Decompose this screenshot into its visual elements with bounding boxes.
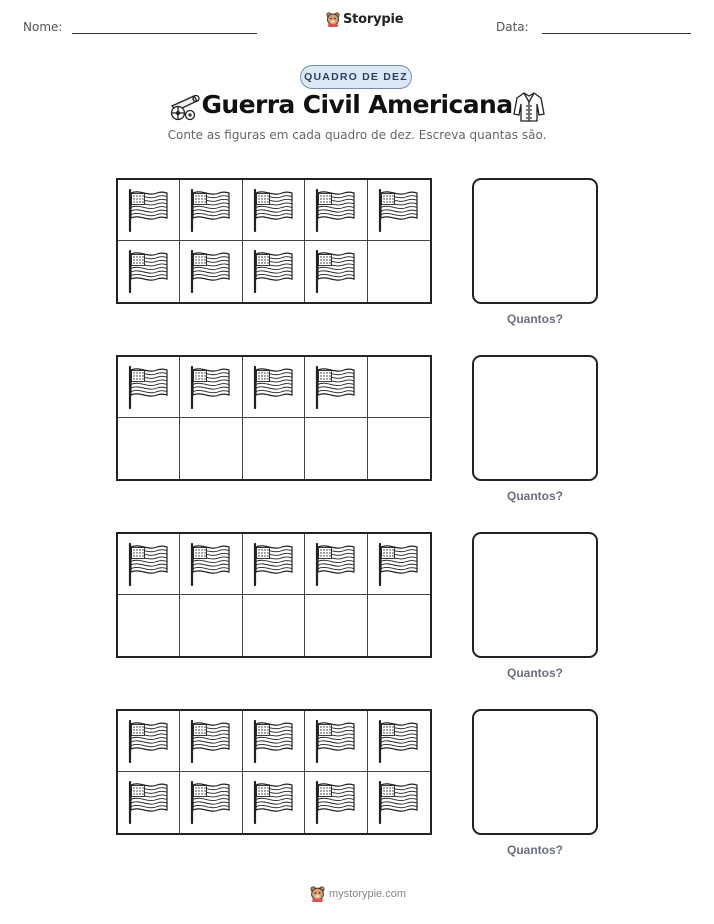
answer-label-2: Quantos? bbox=[507, 489, 563, 503]
ten-frame-cell bbox=[180, 534, 242, 595]
us-flag-icon bbox=[313, 365, 357, 409]
us-flag-icon bbox=[188, 719, 232, 763]
ten-frame-cell bbox=[243, 772, 305, 833]
ten-frame-cell bbox=[118, 711, 180, 772]
us-flag-icon bbox=[251, 188, 295, 232]
ten-frame-3 bbox=[116, 532, 432, 658]
answer-label-1: Quantos? bbox=[507, 312, 563, 326]
ten-frame-cell bbox=[118, 534, 180, 595]
us-flag-icon bbox=[188, 780, 232, 824]
ten-frame-cell bbox=[305, 241, 367, 302]
ten-frame-cell bbox=[368, 180, 430, 241]
us-flag-icon bbox=[251, 542, 295, 586]
us-flag-icon bbox=[313, 542, 357, 586]
ten-frame-cell bbox=[305, 534, 367, 595]
us-flag-icon bbox=[313, 249, 357, 293]
ten-frame-cell bbox=[243, 595, 305, 656]
us-flag-icon bbox=[126, 249, 170, 293]
us-flag-icon bbox=[188, 542, 232, 586]
date-field[interactable] bbox=[542, 33, 691, 34]
ten-frame-cell bbox=[243, 418, 305, 479]
ten-frame-cell bbox=[368, 595, 430, 656]
us-flag-icon bbox=[251, 249, 295, 293]
ten-frame-cell bbox=[180, 357, 242, 418]
us-flag-icon bbox=[251, 365, 295, 409]
ten-frame-2 bbox=[116, 355, 432, 481]
ten-frame-cell bbox=[305, 357, 367, 418]
ten-frame-cell bbox=[118, 595, 180, 656]
ten-frame-cell bbox=[368, 418, 430, 479]
us-flag-icon bbox=[126, 719, 170, 763]
ten-frame-cell bbox=[243, 241, 305, 302]
instructions: Conte as figuras em cada quadro de dez. Escreva quantas são. bbox=[167, 128, 547, 142]
us-flag-icon bbox=[188, 249, 232, 293]
ten-frame-cell bbox=[180, 180, 242, 241]
ten-frame-cell bbox=[305, 772, 367, 833]
us-flag-icon bbox=[313, 188, 357, 232]
ten-frame-cell bbox=[305, 595, 367, 656]
worksheet-type-badge: QUADRO DE DEZ bbox=[300, 65, 412, 89]
ten-frame-cell bbox=[180, 241, 242, 302]
ten-frame-cell bbox=[180, 595, 242, 656]
ten-frame-cell bbox=[368, 534, 430, 595]
us-flag-icon bbox=[188, 365, 232, 409]
us-flag-icon bbox=[376, 719, 420, 763]
us-flag-icon bbox=[251, 780, 295, 824]
bear-logo-icon bbox=[326, 12, 340, 27]
ten-frame-cell bbox=[180, 711, 242, 772]
answer-label-4: Quantos? bbox=[507, 843, 563, 857]
ten-frame-cell bbox=[243, 711, 305, 772]
us-flag-icon bbox=[126, 365, 170, 409]
us-flag-icon bbox=[313, 780, 357, 824]
ten-frame-4 bbox=[116, 709, 432, 835]
ten-frame-cell bbox=[243, 180, 305, 241]
ten-frame-cell bbox=[243, 534, 305, 595]
bear-logo-icon bbox=[310, 886, 325, 902]
ten-frame-cell bbox=[368, 241, 430, 302]
us-flag-icon bbox=[313, 719, 357, 763]
ten-frame-1 bbox=[116, 178, 432, 304]
uniform-coat-icon bbox=[512, 90, 546, 124]
us-flag-icon bbox=[188, 188, 232, 232]
name-field[interactable] bbox=[72, 33, 257, 34]
ten-frame-cell bbox=[180, 772, 242, 833]
footer bbox=[310, 886, 406, 902]
name-label: Nome: bbox=[23, 20, 63, 34]
page-title: Guerra Civil Americana bbox=[201, 90, 513, 119]
ten-frame-cell bbox=[118, 180, 180, 241]
date-label: Data: bbox=[496, 20, 529, 34]
us-flag-icon bbox=[376, 542, 420, 586]
us-flag-icon bbox=[126, 188, 170, 232]
ten-frame-cell bbox=[368, 711, 430, 772]
ten-frame-cell bbox=[118, 241, 180, 302]
ten-frame-cell bbox=[118, 772, 180, 833]
us-flag-icon bbox=[376, 188, 420, 232]
us-flag-icon bbox=[126, 780, 170, 824]
answer-box-4[interactable] bbox=[472, 709, 598, 835]
footer-url: mystorypie.com bbox=[329, 888, 407, 900]
brand-name: Storypie bbox=[343, 12, 404, 27]
answer-box-1[interactable] bbox=[472, 178, 598, 304]
answer-label-3: Quantos? bbox=[507, 666, 563, 680]
ten-frame-cell bbox=[368, 772, 430, 833]
us-flag-icon bbox=[376, 780, 420, 824]
us-flag-icon bbox=[126, 542, 170, 586]
brand-logo bbox=[326, 12, 403, 27]
ten-frame-cell bbox=[180, 418, 242, 479]
ten-frame-cell bbox=[368, 357, 430, 418]
us-flag-icon bbox=[251, 719, 295, 763]
ten-frame-cell bbox=[118, 418, 180, 479]
ten-frame-cell bbox=[305, 711, 367, 772]
answer-box-3[interactable] bbox=[472, 532, 598, 658]
ten-frame-cell bbox=[243, 357, 305, 418]
ten-frame-cell bbox=[118, 357, 180, 418]
ten-frame-cell bbox=[305, 180, 367, 241]
answer-box-2[interactable] bbox=[472, 355, 598, 481]
ten-frame-cell bbox=[305, 418, 367, 479]
